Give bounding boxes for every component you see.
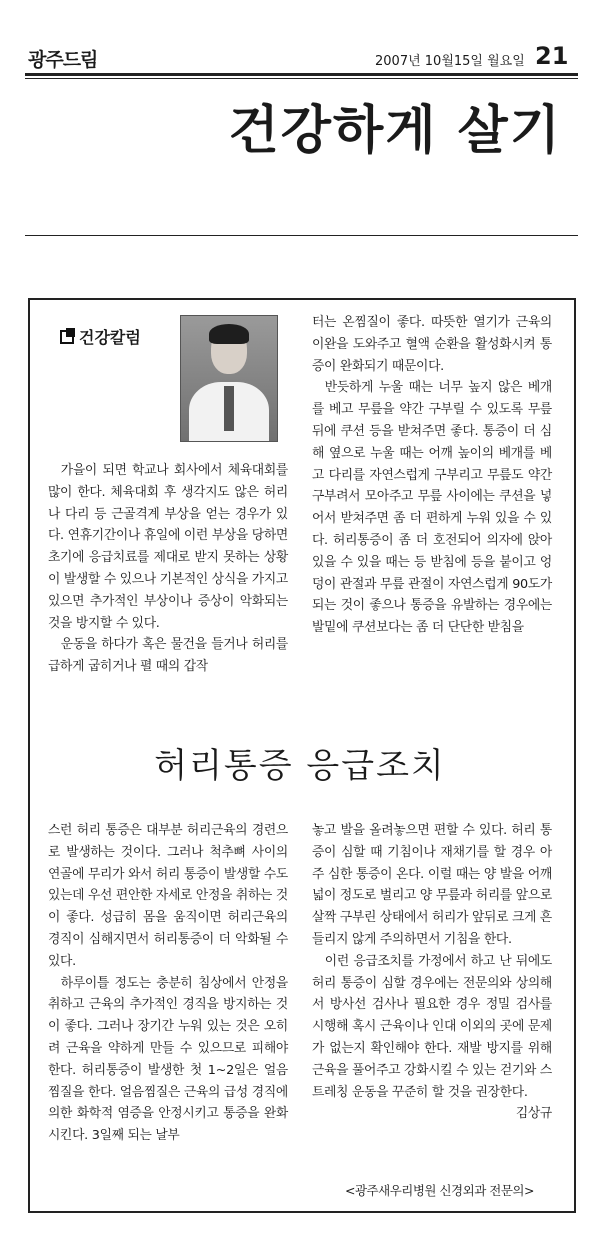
column-heading	[60, 325, 141, 348]
article-column-b2	[312, 820, 552, 1125]
paragraph: 터는 온찜질이 좋다. 따뜻한 열기가 근육의 이완을 도와주고 혈액 순환을 활성화시켜 통증이 완화되기 때문이다.	[312, 315, 552, 374]
article-column-b1	[48, 820, 288, 1147]
masthead: 광주드림	[28, 49, 98, 71]
author-photo	[180, 315, 278, 442]
header-rule-thick	[25, 73, 578, 76]
section-rule	[25, 235, 578, 236]
square-bullet-icon	[60, 330, 74, 344]
section-title: 건강하게 살기	[228, 101, 562, 161]
page-number: 21	[535, 42, 569, 70]
issue-date: 2007년 10월15일 월요일	[375, 54, 525, 69]
column-label: 건강칼럼	[79, 328, 141, 347]
paragraph: 운동을 하다가 혹은 물건을 들거나 허리를 급하게 굽히거나 펼 때의 갑작	[48, 637, 288, 675]
paragraph: 반듯하게 누울 때는 너무 높지 않은 베개를 베고 무릎을 약간 구부릴 수 있도록 무릎 뒤에 쿠션 등을 받쳐주면 좋다. 통증이 더 심해 옆으로 누울 때는 어깨 높이의 베개를 베고 다리를 자연스럽게 구부리고 무릎도 약간 구부려서 모아주고 무릎 사이에는 쿠션을 넣어서 받쳐주면 좀 더 편하게 누워 있을 수 있다. 허리통증이 좀 더 호전되어 의자에 앉아 있을 수 있을 때는 등 받침에 등을 붙이고 엉덩이 관절과 무릎 관절이 자연스럽게 90도가 되는 것이 좋으나 통증을 유발하는 경우에는 발밑에 쿠션보다는 좀 더 단단한 받침을	[312, 380, 552, 636]
author-affiliation: <광주새우리병원 신경외과 전문의>	[345, 1183, 534, 1198]
article-headline: 허리통증 응급조치	[154, 746, 446, 786]
paragraph: 하루이틀 정도는 충분히 침상에서 안정을 취하고 근육의 추가적인 경직을 방지하는 것이 좋다. 그러나 장기간 누워 있는 것은 오히려 근육을 약하게 만들 수 있으므로 피해야 한다. 허리통증이 발생한 첫 1~2일은 얼음찜질을 한다. 얼음찜질은 근육의 급성 경직에 의한 화학적 염증을 안정시키고 통증을 완화시킨다. 3일째 되는 날부	[48, 975, 288, 1144]
paragraph: 이런 응급조치를 가정에서 하고 난 뒤에도 허리 통증이 심할 경우에는 전문의와 상의해서 방사선 검사나 필요한 경우 정밀 검사를 시행해 혹시 근육이나 인대 이외의 곳에 문제가 없는지 확인해야 한다. 재발 방지를 위해 근육을 풀어주고 강화시킬 수 있는 걷기와 스트레칭 운동을 꾸준히 할 것을 권장한다.	[312, 953, 552, 1100]
author-name: 김상규	[515, 1106, 552, 1122]
paragraph: 스런 허리 통증은 대부분 허리근육의 경련으로 발생하는 것이다. 그러나 척추뼈 사이의 연골에 무리가 와서 허리 통증이 발생할 수도 있는데 우선 편안한 자세로 안정을 취하는 것이 좋다. 성급히 몸을 움직이면 허리근육의 경직이 심해지면서 허리통증이 더 악화될 수 있다.	[48, 823, 288, 969]
article-column-a2	[312, 312, 552, 639]
article-column-a1	[48, 460, 288, 678]
paragraph: 가을이 되면 학교나 회사에서 체육대회를 많이 한다. 체육대회 후 생각지도 않은 허리나 다리 등 근골격계 부상을 얻는 경우가 있다. 연휴기간이나 휴일에 이런 부상을 당하면 초기에 응급치료를 제대로 받지 못하는 상황이 발생할 수 있으나 기본적인 상식을 가지고 있으면 추가적인 부상이나 증상이 악화되는 것을 방지할 수 있다.	[48, 463, 288, 631]
header-rule-thin	[25, 78, 578, 79]
paragraph: 놓고 발을 올려놓으면 편할 수 있다. 허리 통증이 심할 때 기침이나 재채기를 할 경우 아주 심한 통증이 온다. 이럴 때는 양 발을 어깨 넓이 정도로 벌리고 양 무릎과 허리를 앞으로 살짝 구부린 상태에서 허리가 앞뒤로 크게 흔들리지 않게 주의하면서 기침을 한다.	[312, 823, 552, 947]
